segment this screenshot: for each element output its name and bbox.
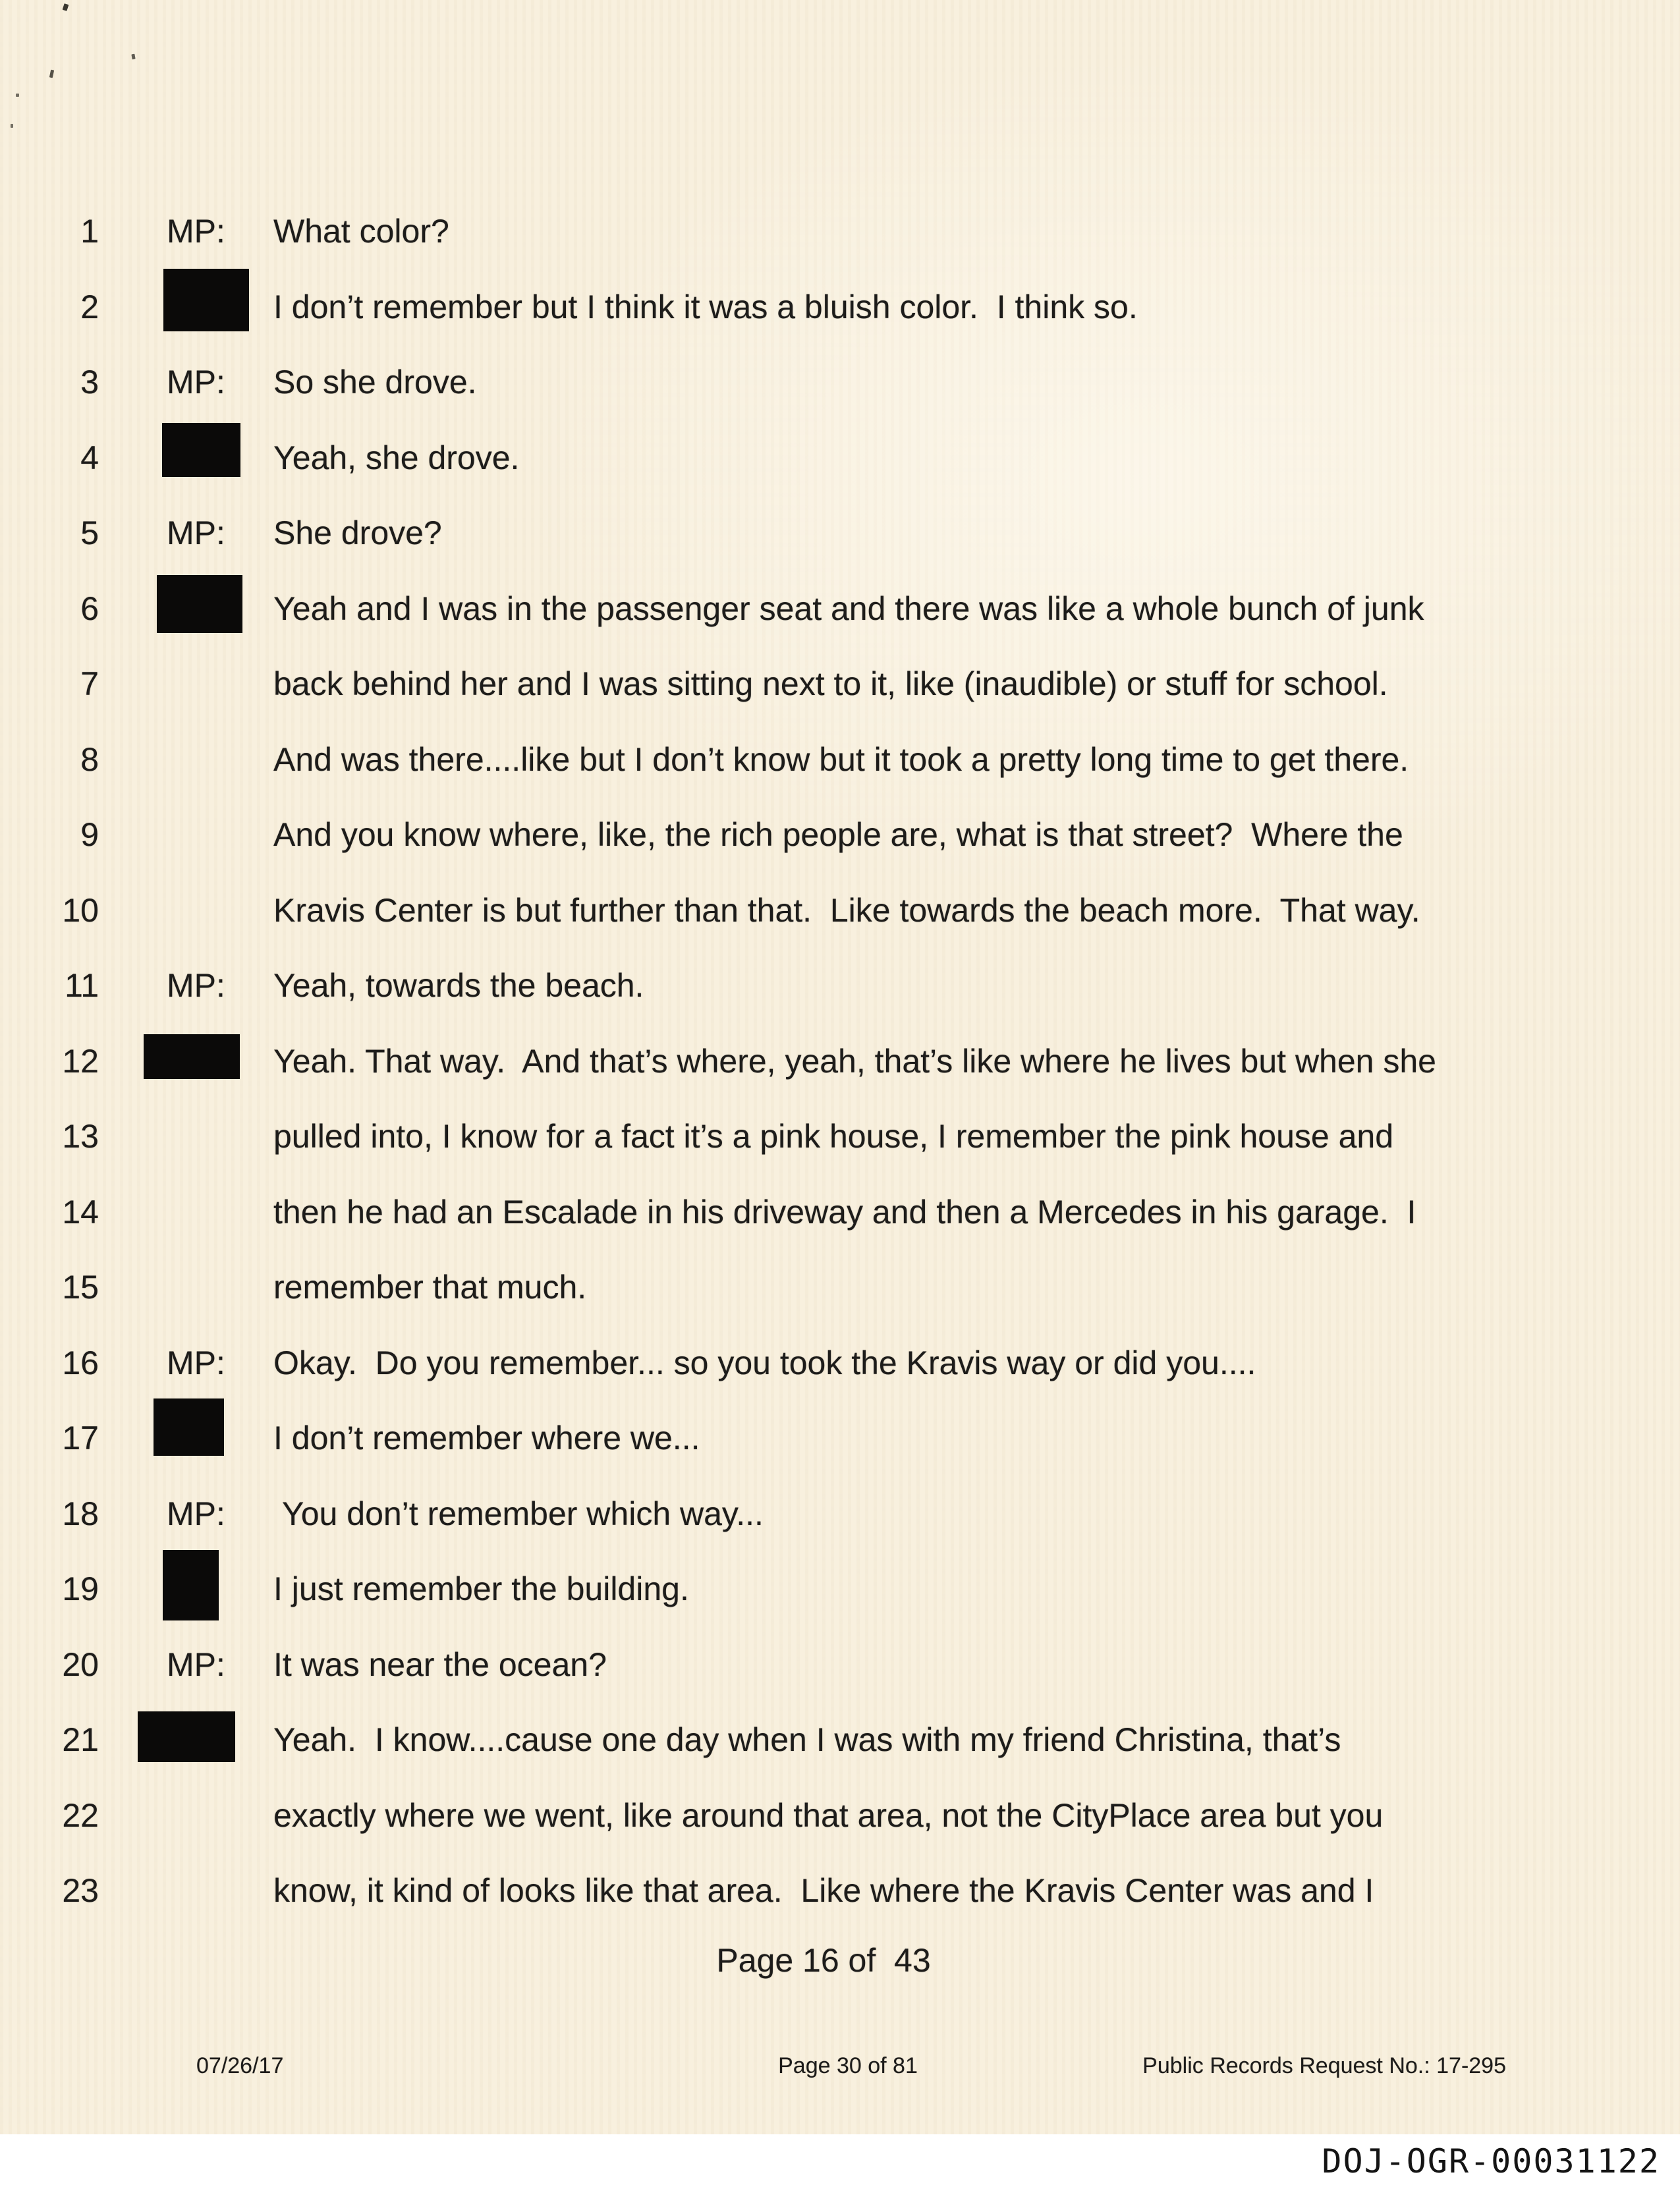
line-text: pulled into, I know for a fact it’s a pink house, I remember the pink house and xyxy=(273,1118,1394,1155)
transcript-line xyxy=(0,1495,1680,1532)
transcript-line xyxy=(0,590,1680,627)
bates-strip xyxy=(0,2134,1680,2187)
line-number: 14 xyxy=(62,1194,99,1231)
line-number: 17 xyxy=(62,1420,99,1456)
transcript-line xyxy=(0,439,1680,476)
line-number: 13 xyxy=(62,1118,99,1155)
transcript-line xyxy=(0,741,1680,778)
speaker-label: MP: xyxy=(167,1344,225,1381)
line-number: 19 xyxy=(62,1570,99,1607)
transcript-line xyxy=(0,967,1680,1004)
speaker-label: MP: xyxy=(167,364,225,401)
line-number: 2 xyxy=(80,289,99,325)
line-text: I don’t remember but I think it was a bluish color. I think so. xyxy=(273,289,1138,325)
redaction-box xyxy=(163,1550,219,1620)
line-text: remember that much. xyxy=(273,1269,587,1306)
line-number: 16 xyxy=(62,1344,99,1381)
transcript-line xyxy=(0,1570,1680,1607)
line-number: 15 xyxy=(62,1269,99,1306)
scan-speck-icon xyxy=(16,94,19,97)
redaction-box xyxy=(154,1398,224,1456)
transcript-line xyxy=(0,289,1680,325)
line-number: 12 xyxy=(62,1043,99,1080)
transcript-line xyxy=(0,1269,1680,1306)
line-text: It was near the ocean? xyxy=(273,1646,607,1683)
line-text: exactly where we went, like around that area, not the CityPlace area but you xyxy=(273,1797,1384,1834)
transcript-line xyxy=(0,1872,1680,1909)
line-number: 4 xyxy=(80,439,99,476)
line-text: So she drove. xyxy=(273,364,477,401)
line-number: 8 xyxy=(80,741,99,778)
line-text: back behind her and I was sitting next to it, like (inaudible) or stuff for school. xyxy=(273,665,1388,702)
transcript-line xyxy=(0,364,1680,401)
line-number: 1 xyxy=(80,213,99,250)
redaction-box xyxy=(162,423,240,477)
transcript-line xyxy=(0,816,1680,853)
redaction-box xyxy=(157,575,242,633)
line-text: I just remember the building. xyxy=(273,1570,689,1607)
line-text: And you know where, like, the rich people are, what is that street? Where the xyxy=(273,816,1403,853)
line-text: Yeah and I was in the passenger seat and there was like a whole bunch of junk xyxy=(273,590,1424,627)
transcript-line xyxy=(0,1797,1680,1834)
line-number: 6 xyxy=(80,590,99,627)
line-number: 21 xyxy=(62,1721,99,1758)
line-number: 11 xyxy=(65,967,99,1004)
redaction-box xyxy=(138,1711,235,1762)
line-number: 3 xyxy=(80,364,99,401)
transcript-line xyxy=(0,1344,1680,1381)
transcript-line xyxy=(0,1118,1680,1155)
speaker-label: MP: xyxy=(167,213,225,250)
line-number: 7 xyxy=(80,665,99,702)
transcript-line xyxy=(0,514,1680,551)
line-text: I don’t remember where we... xyxy=(273,1420,700,1456)
line-number: 5 xyxy=(80,514,99,551)
line-text: Yeah, towards the beach. xyxy=(273,967,644,1004)
speaker-label: MP: xyxy=(167,514,225,551)
line-text: know, it kind of looks like that area. Like where the Kravis Center was and I xyxy=(273,1872,1374,1909)
speaker-label: MP: xyxy=(167,1646,225,1683)
speaker-label: MP: xyxy=(167,1495,225,1532)
redaction-box xyxy=(144,1034,240,1079)
transcript-line xyxy=(0,1043,1680,1080)
footer xyxy=(0,2051,1680,2080)
line-text: Yeah. I know....cause one day when I was with my friend Christina, that’s xyxy=(273,1721,1341,1758)
transcript-line xyxy=(0,892,1680,929)
scan-speck-icon xyxy=(63,3,69,11)
line-text: She drove? xyxy=(273,514,442,551)
transcript-page-number: Page 16 of 43 xyxy=(716,1942,931,1979)
bates-stamp: DOJ-OGR-00031122 xyxy=(1322,2142,1660,2180)
transcript-line xyxy=(0,213,1680,250)
line-text: You don’t remember which way... xyxy=(273,1495,764,1532)
footer-date: 07/26/17 xyxy=(196,2053,284,2078)
scan-speck-icon xyxy=(11,124,13,128)
transcript-line xyxy=(0,1646,1680,1683)
line-text: And was there....like but I don’t know but it took a pretty long time to get there. xyxy=(273,741,1409,778)
redaction-box xyxy=(163,269,249,331)
scan-speck-icon xyxy=(131,54,135,60)
transcript-line xyxy=(0,665,1680,702)
transcript-line xyxy=(0,1420,1680,1456)
line-text: Yeah, she drove. xyxy=(273,439,520,476)
line-text: Okay. Do you remember... so you took the Kravis way or did you.... xyxy=(273,1344,1256,1381)
line-number: 10 xyxy=(62,892,99,929)
line-text: Kravis Center is but further than that. Like towards the beach more. That way. xyxy=(273,892,1420,929)
line-text: Yeah. That way. And that’s where, yeah, that’s like where he lives but when she xyxy=(273,1043,1436,1080)
line-number: 9 xyxy=(80,816,99,853)
footer-page-number: Page 30 of 81 xyxy=(778,2053,918,2078)
transcript-line xyxy=(0,1721,1680,1758)
transcript-line xyxy=(0,1194,1680,1231)
line-text: then he had an Escalade in his driveway and then a Mercedes in his garage. I xyxy=(273,1194,1416,1231)
line-text: What color? xyxy=(273,213,449,250)
line-number: 18 xyxy=(62,1495,99,1532)
speaker-label: MP: xyxy=(167,967,225,1004)
scan-speck-icon xyxy=(49,70,54,78)
line-number: 20 xyxy=(62,1646,99,1683)
line-number: 22 xyxy=(62,1797,99,1834)
footer-records-request-number: Public Records Request No.: 17-295 xyxy=(1142,2053,1506,2078)
line-number: 23 xyxy=(62,1872,99,1909)
